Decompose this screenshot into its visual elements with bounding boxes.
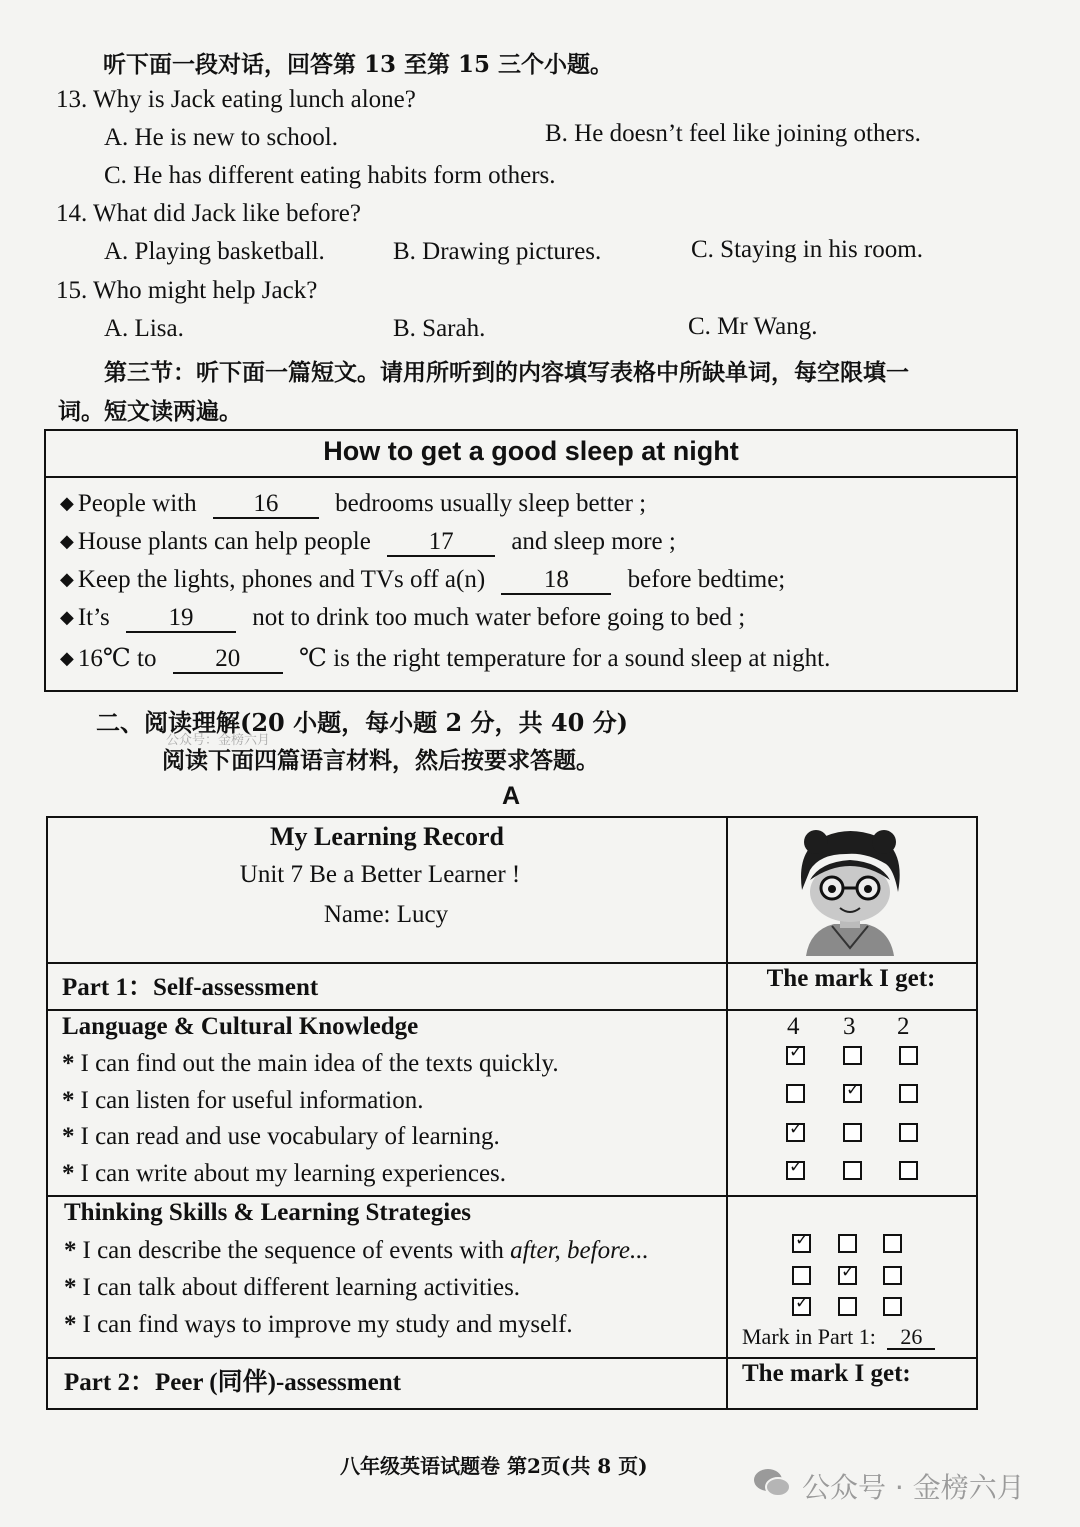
blank-20: 20 <box>173 646 283 674</box>
table-column-divider <box>726 818 728 1408</box>
lang-row3-checkbox-3[interactable] <box>843 1123 862 1142</box>
sleep-row-5-text: 16℃ to <box>77 645 157 672</box>
mark-label-part2: The mark I get: <box>742 1360 911 1387</box>
mark-in-part1 <box>742 1324 935 1350</box>
row-divider-3 <box>48 1195 976 1197</box>
think-row3-checkbox-2[interactable] <box>883 1297 902 1316</box>
question-15: 15. Who might help Jack? <box>56 277 318 304</box>
record-title: My Learning Record <box>270 822 504 851</box>
lang-row2-checkbox-2[interactable] <box>899 1084 918 1103</box>
blank-19: 19 <box>126 605 236 633</box>
sleep-row-5: ◆ 16℃ to 20 ℃ is the right temperature for a sound sleep at night. <box>60 643 830 674</box>
think-item-1: * I can describe the sequence of events with after, before... <box>64 1237 649 1264</box>
lang-row2-checkbox-3[interactable] <box>843 1084 862 1103</box>
think-item-1-text: I can describe the sequence of events with <box>82 1237 511 1264</box>
lang-row4-checkbox-4[interactable] <box>786 1161 805 1180</box>
q14-option-c: C. Staying in his room. <box>691 236 923 263</box>
reading-heading: 二、阅读理解(20 小题，每小题 2 分，共 40 分) <box>96 708 628 737</box>
mark-in-part1-value: 26 <box>887 1325 935 1350</box>
sleep-row-1: ◆ People with 16 bedrooms usually sleep better ; <box>60 490 646 519</box>
think-row2-checkbox-3[interactable] <box>838 1266 857 1285</box>
think-row3-checkbox-4[interactable] <box>792 1297 811 1316</box>
question-14: 14. What did Jack like before? <box>56 200 361 227</box>
think-item-2-text: I can talk about different learning activities. <box>82 1274 521 1301</box>
q15-option-b: B. Sarah. <box>393 315 486 342</box>
page-footer: 八年级英语试题卷 第2页(共 8 页) <box>340 1454 648 1478</box>
lang-item-3: * I can read and use vocabulary of learning. <box>62 1123 500 1150</box>
think-item-1-italic: after, before... <box>510 1237 649 1264</box>
blank-18: 18 <box>501 567 611 595</box>
sleep-row-5-rest: ℃ is the right temperature for a sound sleep at night. <box>299 645 831 672</box>
think-row2-checkbox-2[interactable] <box>883 1266 902 1285</box>
section3-instruction-line1: 第三节：听下面一篇短文。请用所听到的内容填写表格中所缺单词，每空限填一 <box>104 359 909 386</box>
blank-16: 16 <box>213 491 319 519</box>
lang-section-title: Language & Cultural Knowledge <box>62 1013 419 1040</box>
lang-row3-checkbox-2[interactable] <box>899 1123 918 1142</box>
lang-row1-checkbox-3[interactable] <box>843 1046 862 1065</box>
wechat-icon <box>752 1466 792 1505</box>
lang-item-4-text: I can write about my learning experiences. <box>80 1160 507 1187</box>
think-item-3-text: I can find ways to improve my study and myself. <box>82 1311 573 1338</box>
lang-row1-checkbox-4[interactable] <box>786 1046 805 1065</box>
sleep-table-divider <box>46 476 1016 478</box>
lang-row2-checkbox-4[interactable] <box>786 1084 805 1103</box>
lang-item-1-text: I can find out the main idea of the texts quickly. <box>80 1050 559 1077</box>
lang-row3-checkbox-4[interactable] <box>786 1123 805 1142</box>
mark-label-part1: The mark I get: <box>766 965 936 992</box>
lang-item-2: * I can listen for useful information. <box>62 1087 424 1114</box>
think-item-2: * I can talk about different learning activities. <box>64 1274 521 1301</box>
q14-option-a: A. Playing basketball. <box>104 238 325 265</box>
lang-item-3-text: I can read and use vocabulary of learning. <box>80 1123 500 1150</box>
lang-item-4: * I can write about my learning experiences. <box>62 1160 507 1187</box>
sleep-row-4-text: It’s <box>77 604 110 631</box>
question-13: 13. Why is Jack eating lunch alone? <box>56 86 416 113</box>
lang-item-2-text: I can listen for useful information. <box>80 1087 424 1114</box>
lang-row4-checkbox-3[interactable] <box>843 1161 862 1180</box>
q13-option-b: B. He doesn’t feel like joining others. <box>545 120 921 147</box>
watermark-small: 公众号：金榜六月 <box>166 733 271 748</box>
sleep-row-3-rest: before bedtime; <box>627 566 786 593</box>
blank-17: 17 <box>387 529 495 557</box>
sleep-row-2: ◆ House plants can help people 17 and sleep more ; <box>60 528 676 557</box>
lang-row4-checkbox-2[interactable] <box>899 1161 918 1180</box>
sleep-row-2-rest: and sleep more ; <box>511 528 676 555</box>
lang-row1-checkbox-2[interactable] <box>899 1046 918 1065</box>
reading-instruction: 阅读下面四篇语言材料，然后按要求答题。 <box>162 747 599 774</box>
scale-4: 4 <box>787 1013 800 1040</box>
footer-watermark: 公众号 · 金榜六月 <box>802 1471 1025 1504</box>
instruction-13-15: 听下面一段对话，回答第 13 至第 15 三个小题。 <box>103 51 614 78</box>
lang-item-1: * I can find out the main idea of the texts quickly. <box>62 1050 559 1077</box>
record-name: Name: Lucy <box>323 901 449 928</box>
sleep-table-title: How to get a good sleep at night <box>323 436 739 466</box>
think-row1-checkbox-3[interactable] <box>838 1234 857 1253</box>
row-divider-1 <box>48 962 976 964</box>
sleep-row-1-rest: bedrooms usually sleep better ; <box>335 490 647 517</box>
think-section-title: Thinking Skills & Learning Strategies <box>64 1199 472 1226</box>
q15-option-c: C. Mr Wang. <box>688 313 818 340</box>
row-divider-2 <box>48 1009 976 1011</box>
think-row3-checkbox-3[interactable] <box>838 1297 857 1316</box>
q15-option-a: A. Lisa. <box>104 315 184 342</box>
sleep-row-1-text: People with <box>77 490 197 517</box>
record-unit: Unit 7 Be a Better Learner ! <box>239 861 521 888</box>
part1-label: Part 1：Self-assessment <box>62 974 319 1001</box>
sleep-row-4: ◆ It’s 19 not to drink too much water before going to bed ; <box>60 604 745 633</box>
section3-instruction-line2: 词。短文读两遍。 <box>58 398 242 425</box>
q13-option-c: C. He has different eating habits form others. <box>104 162 556 189</box>
sleep-row-3: ◆ Keep the lights, phones and TVs off a(n) 18 before bedtime; <box>60 566 785 595</box>
mark-in-part1-label: Mark in Part 1: <box>742 1324 876 1349</box>
sleep-row-3-text: Keep the lights, phones and TVs off a(n) <box>77 566 486 593</box>
q14-option-b: B. Drawing pictures. <box>393 238 602 265</box>
scale-3: 3 <box>843 1013 856 1040</box>
sleep-row-2-text: House plants can help people <box>77 528 371 555</box>
think-row1-checkbox-2[interactable] <box>883 1234 902 1253</box>
part2-label: Part 2：Peer (同伴)-assessment <box>64 1369 401 1396</box>
sleep-row-4-rest: not to drink too much water before going to bed ; <box>252 604 746 631</box>
row-divider-4 <box>48 1357 976 1359</box>
section-letter-a: A <box>502 782 521 810</box>
lucy-avatar <box>786 826 914 956</box>
think-row1-checkbox-4[interactable] <box>792 1234 811 1253</box>
think-item-3: * I can find ways to improve my study and myself. <box>64 1311 573 1338</box>
q13-option-a: A. He is new to school. <box>104 124 338 151</box>
scale-2: 2 <box>897 1013 910 1040</box>
think-row2-checkbox-4[interactable] <box>792 1266 811 1285</box>
